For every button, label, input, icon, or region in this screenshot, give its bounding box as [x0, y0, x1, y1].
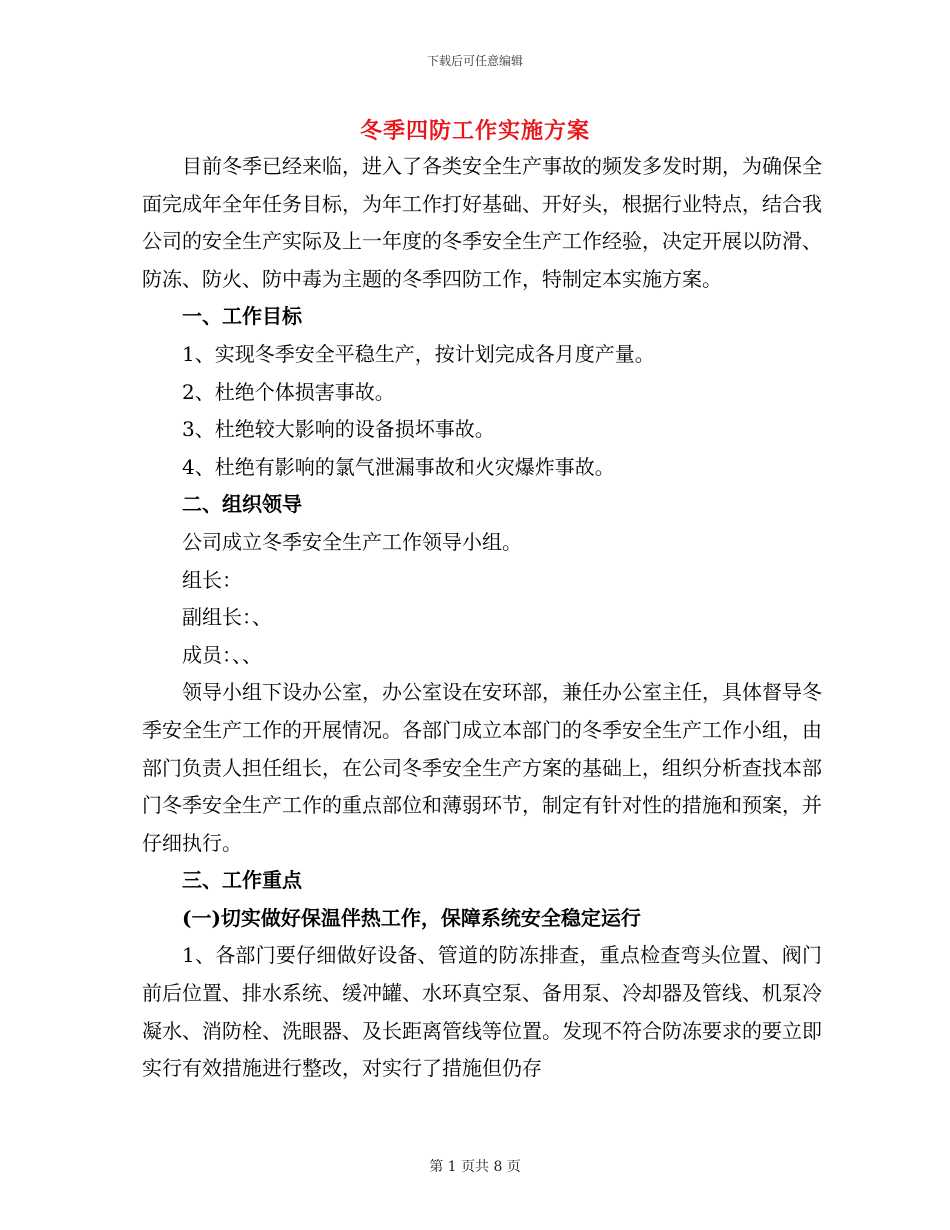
section-heading-organization: 二、组织领导	[182, 492, 302, 517]
org-line: 副组长：、	[182, 605, 272, 630]
section-heading-goals: 一、工作目标	[182, 304, 302, 329]
document-body	[142, 148, 822, 1088]
org-line: 公司成立冬季安全生产工作领导小组。	[182, 529, 522, 554]
list-item: 1、实现冬季安全平稳生产，按计划完成各月度产量。	[182, 341, 655, 366]
org-line: 组长：	[182, 567, 242, 592]
list-item: 4、杜绝有影响的氯气泄漏事故和火灾爆炸事故。	[182, 454, 615, 479]
priorities-paragraph: 1、各部门要仔细做好设备、管道的防冻排查，重点检查弯头位置、阀门前后位置、排水系统、缓冲罐、水环真空泵、备用泵、冷却器及管线、机泵冷凝水、消防栓、洗眼器、及长距离管线等位置。发现不符合防冻要求的要立即实行有效措施进行整改，对实行了措施但仍存	[142, 943, 822, 1081]
document-title: 冬季四防工作实施方案	[359, 118, 590, 144]
intro-paragraph: 目前冬季已经来临，进入了各类安全生产事故的频发多发时期，为确保全面完成年全年任务目标，为年工作打好基础、开好头，根据行业特点，结合我公司的安全生产实际及上一年度的冬季安全生产工作经验，决定开展以防滑、防冻、防火、防中毒为主题的冬季四防工作，特制定本实施方案。	[142, 154, 822, 291]
org-paragraph: 领导小组下设办公室，办公室设在安环部，兼任办公室主任，具体督导冬季安全生产工作的开展情况。各部门成立本部门的冬季安全生产工作小组，由部门负责人担任组长，在公司冬季安全生产方案的基础上，组织分析查找本部门冬季安全生产工作的重点部位和薄弱环节，制定有针对性的措施和预案，并仔细执行。	[142, 680, 822, 855]
list-item: 3、杜绝较大影响的设备损坏事故。	[182, 417, 495, 442]
list-item: 2、杜绝个体损害事故。	[182, 379, 395, 404]
section-heading-priorities: 三、工作重点	[182, 868, 302, 893]
page-header: 下载后可任意编辑	[426, 54, 523, 68]
org-line: 成员：、、	[182, 642, 262, 667]
subsection-heading: (一)切实做好保温伴热工作，保障系统安全稳定运行	[182, 905, 641, 930]
page-footer: 第 1 页共 8 页	[429, 1159, 521, 1175]
